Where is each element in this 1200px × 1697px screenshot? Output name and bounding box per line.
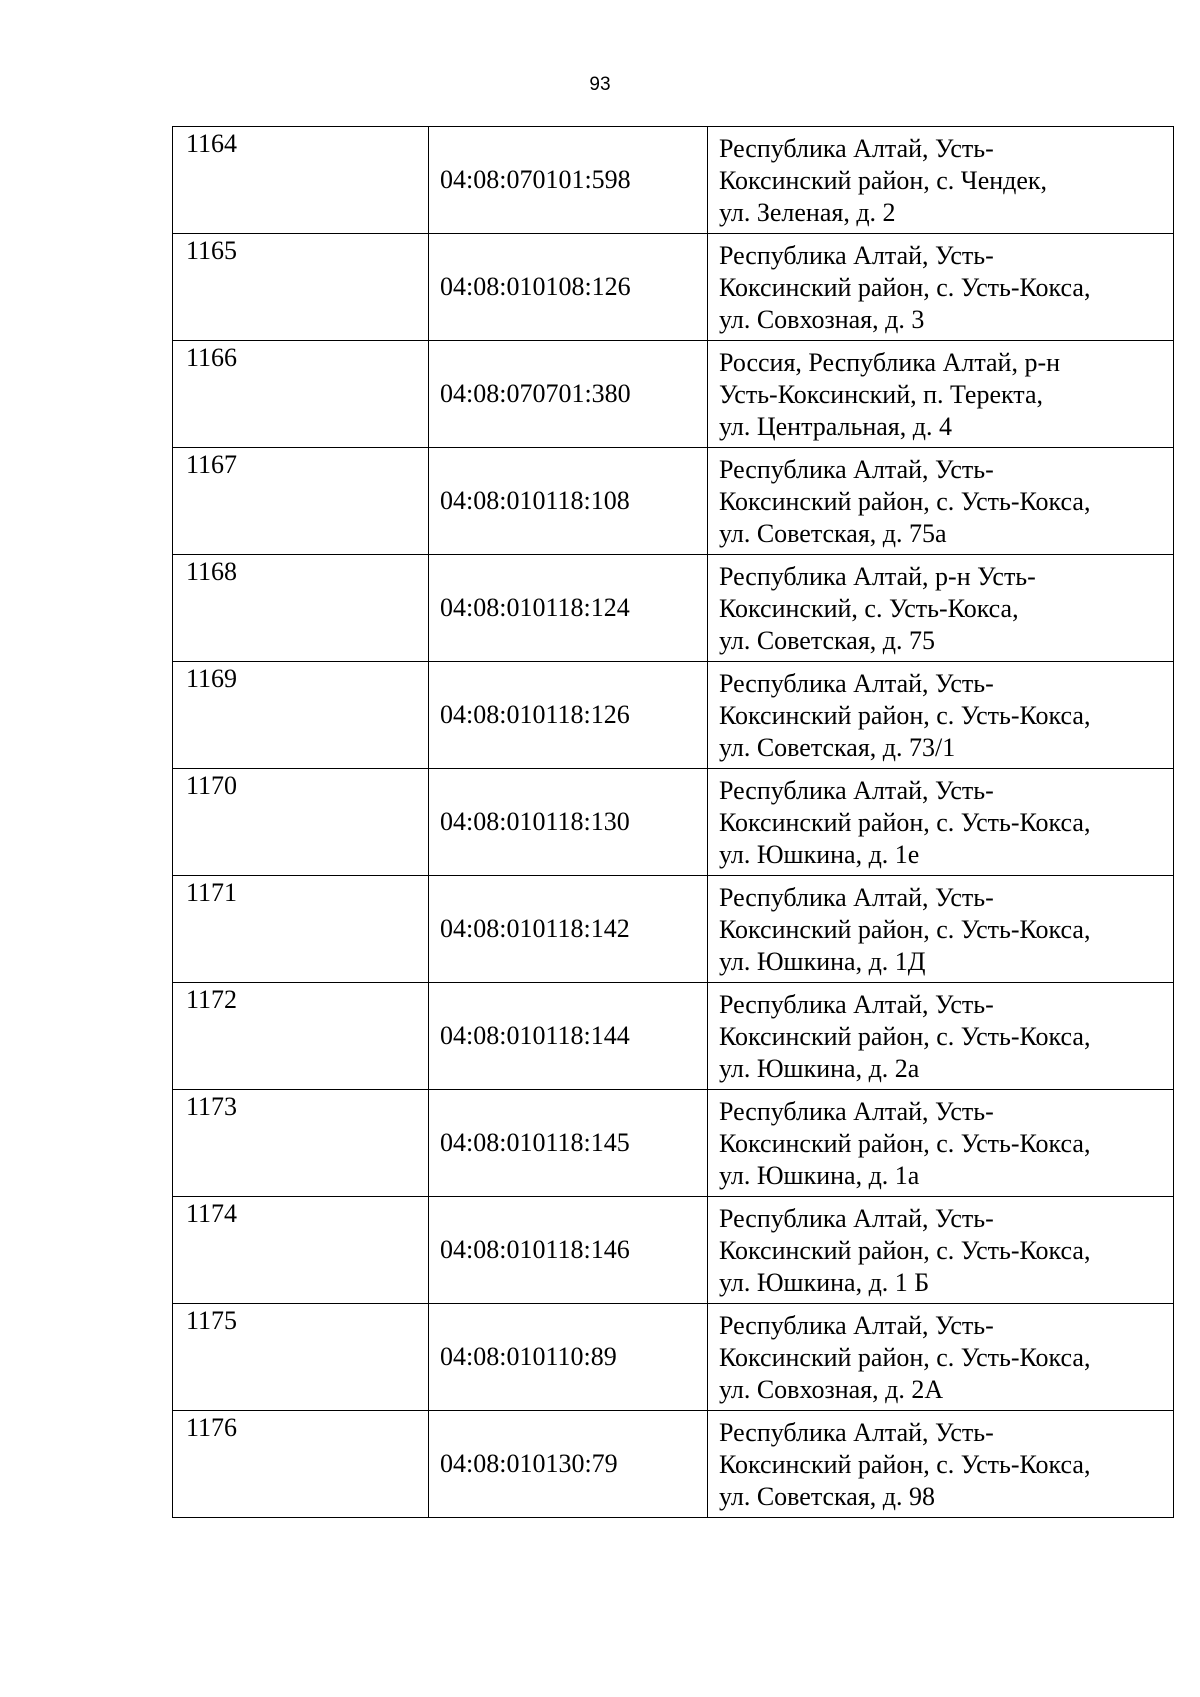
- address-line: ул. Юшкина, д. 1а: [719, 1161, 920, 1190]
- cadastral-number-cell: 04:08:010118:142: [429, 876, 708, 983]
- cadastral-number-cell: 04:08:010118:144: [429, 983, 708, 1090]
- row-number-cell: 1169: [173, 662, 429, 769]
- address-line: Коксинский район, с. Усть-Кокса,: [719, 1022, 1091, 1051]
- table-row: [173, 983, 1174, 1090]
- address-line: ул. Юшкина, д. 2а: [719, 1054, 920, 1083]
- address-cell: [708, 769, 1174, 876]
- row-number-cell: 1176: [173, 1411, 429, 1518]
- address-cell: [708, 234, 1174, 341]
- address-cell: [708, 341, 1174, 448]
- address-line: Республика Алтай, Усть-: [719, 883, 994, 912]
- cadastral-number-cell: 04:08:010118:130: [429, 769, 708, 876]
- address-line: Республика Алтай, Усть-: [719, 669, 994, 698]
- cadastral-number-cell: 04:08:010118:126: [429, 662, 708, 769]
- address-line: Коксинский район, с. Усть-Кокса,: [719, 1450, 1091, 1479]
- address-cell: [708, 127, 1174, 234]
- address-cell: [708, 1197, 1174, 1304]
- cadastral-number-cell: 04:08:010118:124: [429, 555, 708, 662]
- table-row: [173, 555, 1174, 662]
- cadastral-number-cell: 04:08:010118:108: [429, 448, 708, 555]
- address-line: Республика Алтай, Усть-: [719, 990, 994, 1019]
- row-number-cell: 1171: [173, 876, 429, 983]
- address-line: Республика Алтай, Усть-: [719, 134, 994, 163]
- address-line: Коксинский район, с. Усть-Кокса,: [719, 808, 1091, 837]
- address-cell: [708, 555, 1174, 662]
- address-line: Коксинский район, с. Усть-Кокса,: [719, 915, 1091, 944]
- address-line: ул. Зеленая, д. 2: [719, 198, 896, 227]
- table-row: [173, 448, 1174, 555]
- cadastral-number-cell: 04:08:010108:126: [429, 234, 708, 341]
- address-cell: [708, 876, 1174, 983]
- cadastral-number-cell: 04:08:010110:89: [429, 1304, 708, 1411]
- address-line: ул. Советская, д. 98: [719, 1482, 936, 1511]
- address-line: ул. Юшкина, д. 1е: [719, 840, 920, 869]
- address-line: Коксинский район, с. Усть-Кокса,: [719, 273, 1091, 302]
- address-line: Республика Алтай, Усть-: [719, 1097, 994, 1126]
- row-number-cell: 1173: [173, 1090, 429, 1197]
- address-line: ул. Центральная, д. 4: [719, 412, 952, 441]
- address-line: Республика Алтай, р-н Усть-: [719, 562, 1036, 591]
- cadastral-number-cell: 04:08:010130:79: [429, 1411, 708, 1518]
- address-line: Усть-Коксинский, п. Теректа,: [719, 380, 1043, 409]
- address-line: ул. Советская, д. 73/1: [719, 733, 956, 762]
- address-line: Коксинский район, с. Усть-Кокса,: [719, 1236, 1091, 1265]
- row-number-cell: 1164: [173, 127, 429, 234]
- address-line: Республика Алтай, Усть-: [719, 241, 994, 270]
- address-line: Коксинский район, с. Усть-Кокса,: [719, 487, 1091, 516]
- address-cell: [708, 448, 1174, 555]
- row-number-cell: 1166: [173, 341, 429, 448]
- table-row: [173, 1411, 1174, 1518]
- address-line: Коксинский, с. Усть-Кокса,: [719, 594, 1019, 623]
- table-row: [173, 1090, 1174, 1197]
- address-cell: [708, 1090, 1174, 1197]
- cadastral-number-cell: 04:08:010118:145: [429, 1090, 708, 1197]
- page-number: 93: [589, 74, 611, 95]
- table-row: [173, 662, 1174, 769]
- cadastral-number-cell: 04:08:070101:598: [429, 127, 708, 234]
- address-line: Республика Алтай, Усть-: [719, 1204, 994, 1233]
- address-cell: [708, 1411, 1174, 1518]
- row-number-cell: 1170: [173, 769, 429, 876]
- row-number-cell: 1168: [173, 555, 429, 662]
- address-line: Коксинский район, с. Усть-Кокса,: [719, 1343, 1091, 1372]
- address-cell: [708, 1304, 1174, 1411]
- table-row: [173, 234, 1174, 341]
- address-line: Коксинский район, с. Усть-Кокса,: [719, 701, 1091, 730]
- address-cell: [708, 662, 1174, 769]
- row-number-cell: 1172: [173, 983, 429, 1090]
- table-body: [173, 127, 1174, 1518]
- row-number-cell: 1174: [173, 1197, 429, 1304]
- address-line: Республика Алтай, Усть-: [719, 455, 994, 484]
- table-row: [173, 1304, 1174, 1411]
- row-number-cell: 1175: [173, 1304, 429, 1411]
- table-row: [173, 341, 1174, 448]
- cadastral-number-cell: 04:08:010118:146: [429, 1197, 708, 1304]
- address-cell: [708, 983, 1174, 1090]
- address-line: ул. Юшкина, д. 1Д: [719, 947, 926, 976]
- address-line: ул. Совхозная, д. 3: [719, 305, 925, 334]
- address-line: Коксинский район, с. Чендек,: [719, 166, 1048, 195]
- address-line: ул. Советская, д. 75: [719, 626, 936, 655]
- table-row: [173, 1197, 1174, 1304]
- address-line: Россия, Республика Алтай, р-н: [719, 348, 1061, 377]
- row-number-cell: 1165: [173, 234, 429, 341]
- cadastral-number-cell: 04:08:070701:380: [429, 341, 708, 448]
- address-line: ул. Советская, д. 75а: [719, 519, 947, 548]
- row-number-cell: 1167: [173, 448, 429, 555]
- property-table: [172, 126, 1174, 1518]
- address-line: ул. Совхозная, д. 2А: [719, 1375, 944, 1404]
- table-row: [173, 127, 1174, 234]
- table-row: [173, 769, 1174, 876]
- address-line: Республика Алтай, Усть-: [719, 776, 994, 805]
- address-line: Коксинский район, с. Усть-Кокса,: [719, 1129, 1091, 1158]
- table-row: [173, 876, 1174, 983]
- address-line: Республика Алтай, Усть-: [719, 1418, 994, 1447]
- address-line: Республика Алтай, Усть-: [719, 1311, 994, 1340]
- address-line: ул. Юшкина, д. 1 Б: [719, 1268, 930, 1297]
